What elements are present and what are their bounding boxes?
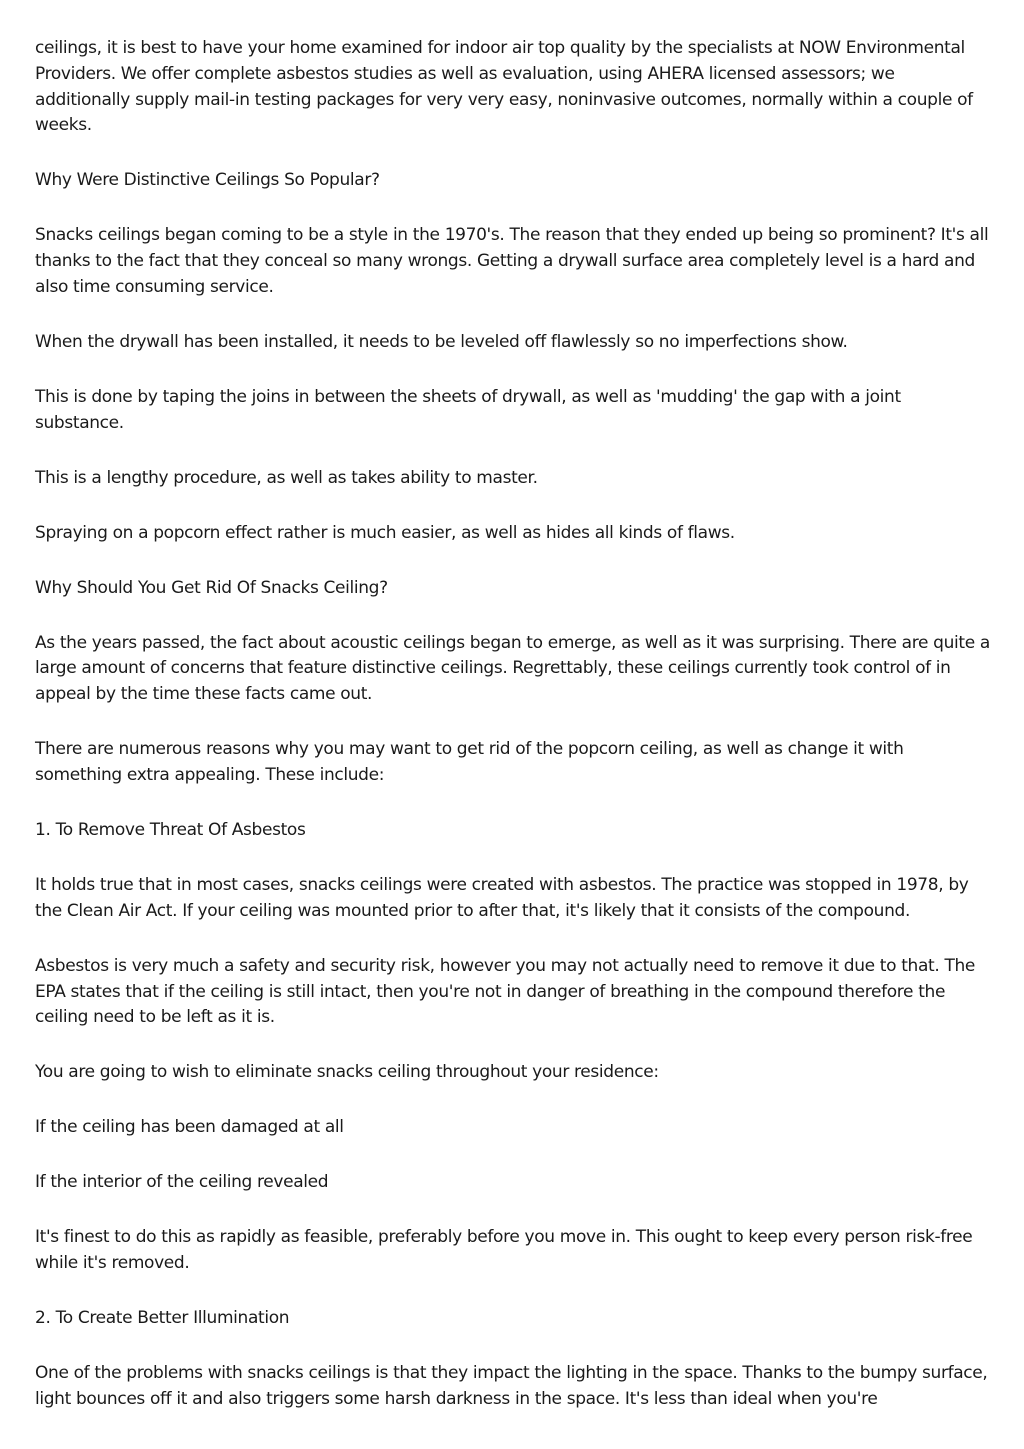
- paragraph-spraying: Spraying on a popcorn effect rather is much easier, as well as hides all kinds of flaws.: [35, 522, 735, 543]
- paragraph-intro: ceilings, it is best to have your home examined for indoor air top quality by the specialists at NOW Environmental Providers. We offer complete asbestos studies as well as evaluation, using AHERA licensed assessors; we additionally supply mail-in testing packages for very very easy, noninvasive outcomes, normally within a couple of weeks.: [35, 38, 973, 136]
- paragraph-finest: It's finest to do this as rapidly as feasible, preferably before you move in. This ought to keep every person risk-free while it's removed.: [35, 1227, 973, 1274]
- heading-illumination: 2. To Create Better Illumination: [35, 1308, 290, 1329]
- paragraph-1970s: Snacks ceilings began coming to be a style in the 1970's. The reason that they ended up being so prominent? It's all thanks to the fact that they conceal so many wrongs. Getting a drywall surface area completely level is a hard and also time consuming service.: [35, 225, 989, 297]
- heading-why-popular: Why Were Distinctive Ceilings So Popular?: [35, 170, 380, 191]
- document-body: [35, 36, 993, 1442]
- paragraph-reasons: There are numerous reasons why you may want to get rid of the popcorn ceiling, as well as change it with something extra appealing. These include:: [35, 739, 904, 786]
- paragraph-eliminate: You are going to wish to eliminate snacks ceiling throughout your residence:: [35, 1062, 659, 1083]
- list-item-damaged: If the ceiling has been damaged at all: [35, 1117, 344, 1138]
- paragraph-years-passed: As the years passed, the fact about acoustic ceilings began to emerge, as well as it was surprising. There are quite a large amount of concerns that feature distinctive ceilings. Regrettably, these ceilings currently took control of in appeal by the time these facts came out.: [35, 632, 990, 705]
- heading-remove-asbestos: 1. To Remove Threat Of Asbestos: [35, 820, 306, 841]
- heading-why-remove: Why Should You Get Rid Of Snacks Ceiling?: [35, 577, 388, 598]
- paragraph-lighting: One of the problems with snacks ceilings is that they impact the lighting in the space. Thanks to the bumpy surface, light bounces off it and also triggers some harsh darkness in the space. It's less than ideal when you're: [35, 1363, 988, 1409]
- paragraph-taping: This is done by taping the joins in between the sheets of drywall, as well as 'mudding' the gap with a joint substance.: [35, 386, 901, 433]
- paragraph-epa: Asbestos is very much a safety and security risk, however you may not actually need to remove it due to that. The EPA states that if the ceiling is still intact, then you're not in danger of breathing in the compound therefore the ceiling need to be left as it is.: [35, 955, 976, 1028]
- paragraph-drywall-installed: When the drywall has been installed, it needs to be leveled off flawlessly so no imperfections show.: [35, 331, 848, 352]
- paragraph-lengthy-procedure: This is a lengthy procedure, as well as takes ability to master.: [35, 467, 538, 488]
- list-item-interior: If the interior of the ceiling revealed: [35, 1172, 329, 1193]
- paragraph-clean-air-act: It holds true that in most cases, snacks ceilings were created with asbestos. The practice was stopped in 1978, by the Clean Air Act. If your ceiling was mounted prior to after that, it's likely that it consists of the compound.: [35, 875, 969, 921]
